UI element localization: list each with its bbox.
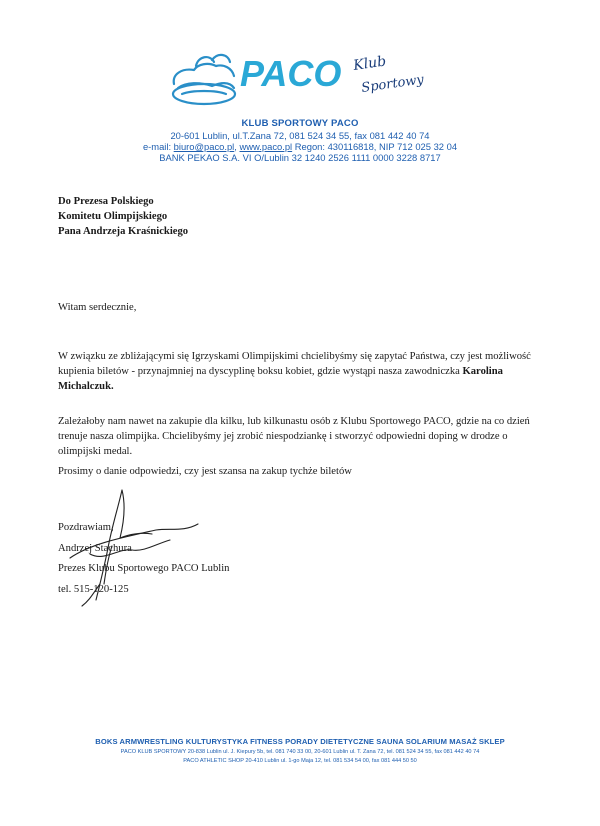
footer-address-1: PACO KLUB SPORTOWY 20-838 Lublin ul. J. Kiepury 5b, tel. 081 740 33 00, 20-601 Lublin ul. T. Zana 72, tel. 081 524 34 55, fax 081 442 40 74 (120, 749, 480, 755)
handwritten-signature (60, 488, 200, 613)
logo-script-klub: Klub (352, 53, 388, 74)
footer-address-2: PACO ATHLETIC SHOP 20-410 Lublin ul. 1-go Maja 12, tel. 081 534 54 00, fax 081 444 50 50 (183, 758, 417, 764)
addressee-line-3: Pana Andrzeja Kraśnickiego (58, 226, 189, 237)
closing-regards: Pozdrawiam, (58, 522, 114, 533)
paragraph-3: Prosimy o danie odpowiedzi, czy jest szansa na zakup tychże biletów (58, 466, 352, 477)
club-contact (0, 141, 600, 152)
athlete-emblem-icon (173, 55, 235, 104)
addressee-line-1: Do Prezesa Polskiego (58, 196, 154, 207)
paco-logo-graphic (168, 42, 438, 112)
footer-activities: BOKS ARMWRESTLING KULTURYSTYKA FITNESS PORADY DIETETYCZNE SAUNA SOLARIUM MASAŻ SKLEP (95, 737, 505, 746)
bank-account: BANK PEKAO S.A. VI O/Lublin 32 1240 2526 1111 0000 3228 8717 (159, 152, 441, 163)
signatory-name: Andrzej Stachura (58, 542, 132, 554)
email-label: e-mail: (142, 141, 174, 152)
signatory-title: Prezes Klubu Sportowego PACO Lublin (58, 563, 230, 574)
signature-scribble-icon (60, 488, 200, 613)
website-link[interactable]: www.paco.pl (239, 141, 293, 152)
club-ids: Regon: 430116818, NIP 712 025 32 04 (292, 141, 458, 152)
athlete-name: Karolina Michalczuk. (58, 366, 503, 392)
paragraph-1 (58, 349, 538, 394)
paragraph-2: Zależałoby nam nawet na zakupie dla kilku, lub kilkunastu osób z Klubu Sportowego PACO, gdzie na co dzień trenuje nasza olimpijka. Chcielibyśmy jej zrobić niespodziankę i stworzyć odpowiedni doping w drodze o olimpijski medal. (58, 416, 530, 457)
paco-logo (168, 42, 438, 112)
addressee-line-2: Komitetu Olimpijskiego (58, 211, 168, 222)
signatory-phone: tel. 515-120-125 (58, 583, 129, 595)
contact-separator: , (234, 141, 240, 152)
email-link[interactable]: biuro@paco.pl (173, 141, 235, 152)
logo-script-sportowy: Sportowy (360, 72, 425, 96)
club-address: 20-601 Lublin, ul.T.Zana 72, 081 524 34 55, fax 081 442 40 74 (170, 130, 430, 141)
club-name: KLUB SPORTOWY PACO (241, 118, 359, 129)
greeting: Witam serdecznie, (58, 302, 137, 313)
letterhead (0, 117, 600, 163)
logo-brand: PACO (240, 53, 342, 94)
paragraph-1-text: W związku ze zbliżającymi się Igrzyskami Olimpijskimi chcielibyśmy się zapytać Państwa, czy jest możliwość kupienia biletów - przynajmniej na dyscyplinę boksu kobiet, gdzie wystąpi nasza zawodniczka (58, 351, 531, 377)
addressee-block (58, 194, 188, 239)
footer (0, 736, 600, 766)
